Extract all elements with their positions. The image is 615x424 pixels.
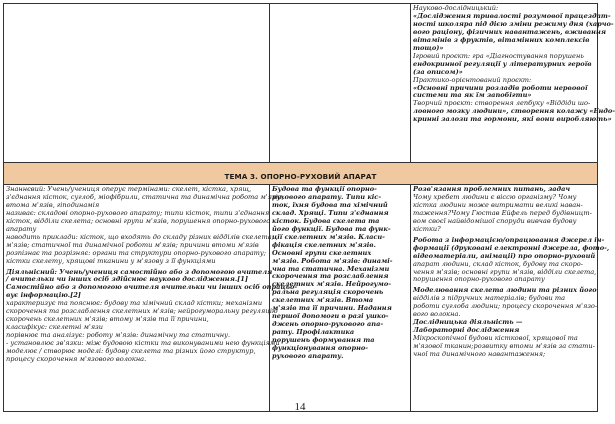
text-line: ток, їхня будова та хімічний — [272, 200, 388, 209]
text-line: м'язів. Робота м'язів: динамі- — [272, 256, 393, 265]
content-cell — [270, 185, 411, 412]
text-line: чення м'язів; основні групи м'язів, відділи скелета, — [413, 267, 597, 276]
text-line: називає: складові опорно-рухового апарату; типи кісток, типи з'єднання — [6, 208, 270, 217]
text-line: відділів з підручних матеріалів; будови та — [413, 294, 566, 303]
outcomes-cell — [4, 185, 298, 412]
curriculum-table — [3, 3, 615, 412]
top-cell-3 — [411, 4, 615, 163]
text-line: функціонування опорно- — [272, 344, 369, 353]
text-line: вого раціону, фізичних навантажень, вживання — [413, 27, 607, 36]
text-line: вого волокна. — [413, 310, 461, 319]
section-header — [4, 163, 598, 185]
text-line: кістки? — [413, 224, 441, 233]
text-line: кістки скелету, хрящові тканини у м'язову з її функціями — [6, 256, 216, 265]
text-line: м'язової тканин;розвитку втоми м'язів за стати- — [413, 342, 595, 351]
table-row — [4, 185, 598, 412]
top-cell-1 — [4, 4, 270, 163]
text-line: скелетних м'язів. Нейрогумо- — [272, 280, 391, 289]
text-line: кісток. Будова скелета та — [272, 216, 380, 225]
text-line: Моделювання скелета людини та різних його — [413, 286, 597, 295]
text-line: чна та статична. Механізми — [272, 264, 390, 273]
text-line: характеризує та пояснює: будову та хімічний склад кістки; механізми — [6, 299, 263, 308]
text-line: формації (друковані електронні джерела, фото-, — [413, 243, 610, 252]
text-line: чної та динамічного навантаження; — [413, 350, 546, 359]
text-line: ендокринної регуляції у літературних героїв — [413, 59, 592, 68]
text-line: вітамінів з фруктів, вітамінних комплексів — [413, 35, 590, 44]
text-line: скелетних м'язів. Втома — [272, 296, 374, 305]
text-line: Дослідницька діяльність — — [413, 318, 523, 327]
activities-cell — [411, 185, 610, 412]
text-line: ції скелетних м'язів. Класи- — [272, 232, 385, 241]
section-title: ТЕМА 3. ОПОРНО-РУХОВИЙ АПАРАТ — [224, 172, 377, 181]
text-line: «Основні причини розладів роботи нервової — [413, 83, 588, 92]
text-line: джень опорно-рухового апа- — [272, 320, 384, 329]
text-line: кістка людини може витримати великі наван- — [413, 200, 583, 209]
text-line: моделює / створює моделі: будову скелета та різних його структур, — [6, 347, 256, 356]
text-line: скорочень скелетних м'язів; втому м'язів та її причини, — [6, 315, 209, 324]
top-cell-2 — [270, 4, 411, 163]
text-line: системи та як їм запобігти» — [413, 91, 532, 100]
text-line: кісток, відділи скелета; основні групи м'язів, порушення опорно-рухового — [6, 216, 271, 225]
text-line: - установлює зв'язки: між будовою кістки та виконуваними нею функціями — [6, 339, 280, 348]
text-line: апарату — [6, 224, 37, 233]
text-line: порушень формування та — [272, 336, 375, 345]
text-line: / вчительки чи інших осіб здійснює науково дослідження.[1] — [6, 275, 248, 284]
text-line: роботи суглоба людини; процесу скорочення м'язо- — [413, 302, 598, 311]
text-line: Практико-орієнтований проєкт: — [413, 75, 532, 84]
text-line: відеоматеріали, анімації) про опорно-руховий — [413, 251, 596, 260]
page-number: 14 — [294, 401, 306, 413]
text-line: рухового апарату. Типи кіс- — [272, 192, 382, 201]
text-line: порівнює та аналізує: роботу м'язів: динамічну та статичну. — [6, 331, 231, 340]
text-line: м'язів та її причини. Надання — [272, 304, 392, 313]
text-line: (за описом)» — [413, 67, 463, 76]
section-header-row — [4, 163, 598, 185]
text-line: Ігровий проєкт: гра «Діагностування порушень — [413, 51, 584, 60]
text-line: втома м'язів, гіподинамія — [6, 200, 100, 209]
text-line: рухового апарату. — [272, 352, 344, 361]
text-line: кринні залози та гормони, які вони виробляють» — [413, 115, 612, 124]
text-line: розпізнає та розрізняє: органи та структури опорно-рухового апарату; — [6, 248, 266, 257]
text-line: Розв'язання проблемних питань, задач — [413, 185, 571, 193]
text-line: «Дослідження тривалості розумової працездат- — [413, 11, 611, 20]
text-line: Мікроскопічної будови кісткової, хрящової та — [413, 334, 578, 343]
text-line: першої допомоги в разі ушко- — [272, 312, 389, 321]
text-line: класифікує: скелетні м'язи — [6, 323, 103, 332]
text-line: ності школяра під дією зміни режиму дня (харчо- — [413, 19, 614, 28]
text-line: фікація скелетних м'язів. — [272, 240, 376, 249]
text-line: Самостійно або з допомогою вчителя вчительки чи інших осіб опрацьо- — [6, 283, 298, 292]
text-line: склад. Хрящі. Типи з'єднання — [272, 208, 389, 217]
text-line: Основні групи скелетних — [272, 248, 372, 257]
table-row — [4, 4, 598, 163]
text-line: порушення опорно-рухового апарату — [413, 275, 545, 284]
text-line: рату. Профілактика — [272, 328, 355, 337]
text-line: Знаннєвий: Учень/учениця оперує термінами: скелет, кістка, хрящ, — [6, 185, 252, 193]
text-line: Науково-дослідницький: — [413, 4, 499, 12]
text-line: вом своєї найвідомішої споруди вивчав будову — [413, 216, 577, 225]
text-line: з'єднання кісток, суглоб, міофібрили, статична та динамічна робота м'язів, — [6, 192, 284, 201]
text-line: Творчий проєкт: створення лепбуку «Віддіди шо- — [413, 99, 591, 108]
text-line: Робота з інформацією/опрацювання джерел ін- — [413, 235, 605, 244]
text-line: Лабораторні дослідження — [413, 326, 520, 335]
text-line: Чому хребет людини є віссю організму? Чому — [413, 192, 577, 201]
text-line: процесу скорочення м'язового волокна. — [6, 355, 147, 364]
text-line: таження?Чому Гюстав Ейфель перед будівницт- — [413, 208, 592, 217]
text-line: Діяльнісний: Учень/учениця самостійно або з допомогою вчителя — [6, 267, 273, 276]
text-line: ральна регуляція скорочень — [272, 288, 384, 297]
text-line: апарат людини, склад кісток, будову та скоро- — [413, 259, 584, 268]
text-line: наводить приклади: кісток, що входять до складу різних відділів скелета; — [6, 232, 274, 241]
text-line: його функції. Будова та функ- — [272, 224, 391, 233]
text-line: вує інформацію.[2] — [6, 291, 81, 300]
text-line: тощо)» — [413, 43, 444, 52]
text-line: ловного мозку людини», створення колажу «Ендо- — [413, 107, 615, 116]
text-line: скорочення та розслаблення скелетних м'язів; нейрогуморальну регуляцію — [6, 307, 278, 316]
text-line: м'язів; статичної та динамічної роботи м'язів; причини втоми м'язів — [6, 240, 259, 249]
text-line: скорочення та розслаблення — [272, 272, 389, 281]
text-line: Будова та функції опорно- — [272, 185, 377, 193]
